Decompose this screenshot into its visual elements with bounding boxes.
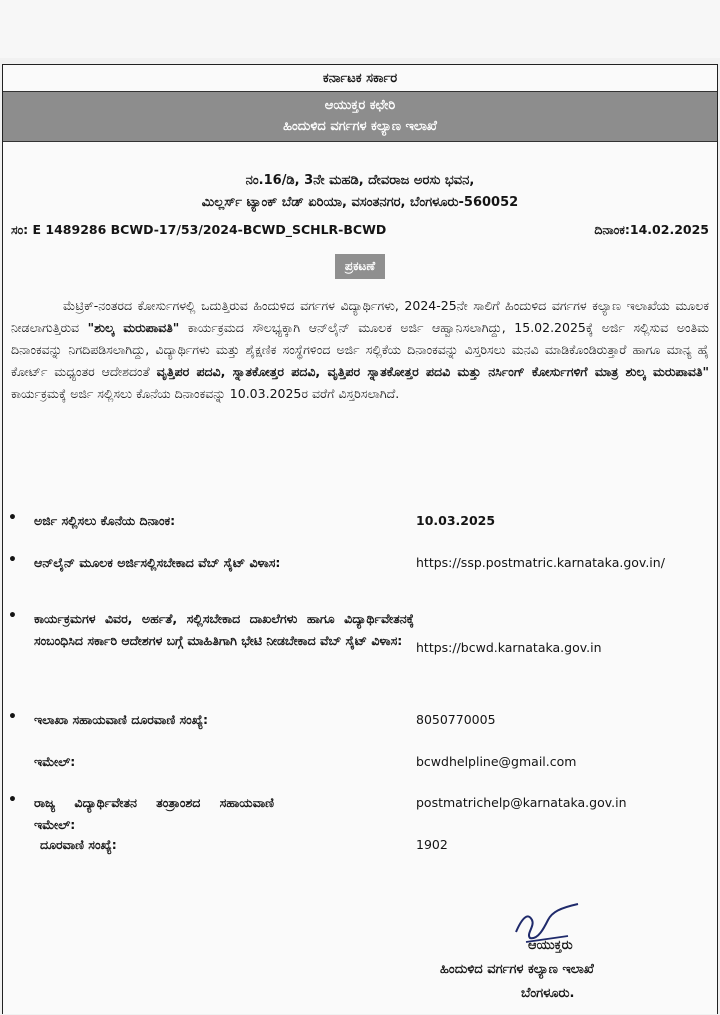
email-address[interactable]: bcwdhelpline@gmail.com: [416, 754, 577, 769]
body-part-2: ಕಾರ್ಯಕ್ರಮದ ಸೌಲಭ್ಯಕ್ಕಾಗಿ ಆನ್‌ಲೈನ್ ಮೂಲಕ ಅರ್ಜಿ ಆಹ್ವಾನಿಸಲಾಗಿದ್ದು, 15.02.2025ಕ್ಕೆ ಅರ್ಜಿ ಸಲ್ಲಿಸುವ ಅಂತಿಮ ದಿನಾಂಕವನ್ನು ನಿಗದಿಪಡಿಸಲಾಗಿದ್ದು, ವಿದ್ಯಾರ್ಥಿಗಳು ಮತ್ತು ಶೈಕ್ಷಣಿಕ ಸಂಸ್ಥೆಗಳಿಂದ ಅರ್ಜಿ ಸಲ್ಲಿಕೆಯ ದಿನಾಂಕವನ್ನು ವಿಸ್ತರಿಸಲು ಮನವಿ ಮಾಡಿಕೊಂಡಿರುತ್ತಾರೆ ಹಾಗೂ ಮಾನ್ಯ ಹೈ ಕೋರ್ಟ್ ಮಧ್ಯಂತರ ಆದೇಶದಂತೆ: [11, 320, 709, 379]
office-name: ಆಯುಕ್ತರ ಕಛೇರಿ: [324, 98, 396, 113]
signatory-title: ಆಯುಕ್ತರು: [528, 938, 573, 953]
bullet-icon: •: [8, 709, 17, 725]
reference-line: [3, 222, 717, 238]
reference-date: ದಿನಾಂಕ:14.02.2025: [594, 222, 709, 237]
helpline-number: 8050770005: [416, 712, 496, 727]
ssp-phone-number: 1902: [416, 837, 448, 852]
notice-body: [3, 295, 717, 405]
notice-title: ಪ್ರಕಟಣೆ: [335, 254, 385, 279]
address-line-1: ನಂ.16/ಡಿ, 3ನೇ ಮಹಡಿ, ದೇವರಾಜ ಅರಸು ಭವನ,: [245, 173, 475, 188]
detail-label: ಆನ್‌ಲೈನ್ ಮೂಲಕ ಅರ್ಜಿಸಲ್ಲಿಸಬೇಕಾದ ವೆಬ್ ಸೈಟ್ ವಿಳಾಸ:: [34, 555, 281, 570]
page-top-margin: [0, 0, 720, 58]
office-banner: [3, 92, 717, 142]
detail-value: 10.03.2025: [416, 513, 496, 528]
body-part-3: ಕಾರ್ಯಕ್ರಮಕ್ಕೆ ಅರ್ಜಿ ಸಲ್ಲಿಸಲು ಕೊನೆಯ ದಿನಾಂಕವನ್ನು 10.03.2025ರ ವರೆಗೆ ವಿಸ್ತರಿಸಲಾಗಿದೆ.: [11, 386, 400, 401]
government-heading: ಕರ್ನಾಟಕ ಸರ್ಕಾರ: [3, 65, 717, 92]
signatory-city: ಬೆಂಗಳೂರು.: [521, 986, 575, 1001]
bullet-icon: •: [8, 552, 17, 568]
detail-label: ಅರ್ಜಿ ಸಲ್ಲಿಸಲು ಕೊನೆಯ ದಿನಾಂಕ:: [34, 513, 176, 528]
program-name: "ಶುಲ್ಕ ಮರುಪಾವತಿ": [87, 320, 180, 335]
detail-label: ಕಾರ್ಯಕ್ರಮಗಳ ವಿವರ, ಅರ್ಹತೆ, ಸಲ್ಲಿಸಬೇಕಾದ ದಾಖಲೆಗಳು ಹಾಗೂ ವಿದ್ಯಾರ್ಥಿವೇತನಕ್ಕೆ ಸಂಬಂಧಿಸಿದ ಸರ್ಕಾರಿ ಆದೇಶಗಳ ಬಗ್ಗೆ ಮಾಹಿತಿಗಾಗಿ ಭೇಟಿ ನೀಡಬೇಕಾದ ವೆಬ್ ಸೈಟ್ ವಿಳಾಸ:: [34, 611, 414, 648]
bullet-icon: •: [8, 510, 17, 526]
department-name: ಹಿಂದುಳಿದ ವರ್ಗಗಳ ಕಲ್ಯಾಣ ಇಲಾಖೆ: [283, 119, 437, 134]
apply-website-link[interactable]: https://ssp.postmatric.karnataka.gov.in/: [416, 555, 665, 570]
eligible-courses: ವೃತ್ತಿಪರ ಪದವಿ, ಸ್ನಾತಕೋತ್ತರ ಪದವಿ, ವೃತ್ತಿಪರ ಸ್ನಾತಕೋತ್ತರ ಪದವಿ ಮತ್ತು ನರ್ಸಿಂಗ್ ಕೋರ್ಸುಗಳಿಗೆ ಮಾತ್ರ ಶುಲ್ಕ ಮರುಪಾವತಿ": [156, 364, 710, 379]
bullet-icon: •: [8, 792, 17, 808]
notice-document: [2, 64, 718, 1014]
notice-title-wrap: [3, 254, 717, 279]
detail-label: ರಾಜ್ಯ ವಿದ್ಯಾರ್ಥಿವೇತನ ತಂತ್ರಾಂಶದ ಸಹಾಯವಾಣಿ ಇಮೇಲ್:: [34, 795, 274, 832]
body-part-1: ಮೆಟ್ರಿಕ್-ನಂತರದ ಕೋರ್ಸುಗಳಲ್ಲಿ ಒದುತ್ತಿರುವ ಹಿಂದುಳಿದ ವರ್ಗಗಳ ವಿದ್ಯಾರ್ಥಿಗಳು, 2024-25ನೇ ಸಾಲಿಗೆ ಹಿಂದುಳಿದ ವರ್ಗಗಳ ಕಲ್ಯಾಣ ಇಲಾಖೆಯ ಮೂಲಕ ನೀಡಲಾಗುತ್ತಿರುವ: [11, 298, 709, 335]
signatory-department: ಹಿಂದುಳಿದ ವರ್ಗಗಳ ಕಲ್ಯಾಣ ಇಲಾಖೆ: [440, 962, 594, 977]
address-line-2: ಮಿಲ್ಲರ್ಸ್ ಟ್ಯಾಂಕ್ ಬೆಡ್ ಏರಿಯಾ, ವಸಂತನಗರ, ಬೆಂಗಳೂರು-560052: [201, 195, 519, 210]
info-website-link[interactable]: https://bcwd.karnataka.gov.in: [416, 640, 602, 655]
office-address: [3, 170, 717, 214]
detail-label: ಇಮೇಲ್:: [34, 754, 76, 769]
detail-label: ಇಲಾಖಾ ಸಹಾಯವಾಣಿ ದೂರವಾಣಿ ಸಂಖ್ಯೆ:: [34, 712, 209, 727]
bullet-icon: •: [8, 608, 17, 624]
reference-number: ಸಂ: E 1489286 BCWD-17/53/2024-BCWD_SCHLR-BCWD: [11, 222, 387, 237]
detail-label: ದೂರವಾಣಿ ಸಂಖ್ಯೆ:: [40, 837, 117, 852]
ssp-email-address[interactable]: postmatrichelp@karnataka.gov.in: [416, 795, 627, 810]
